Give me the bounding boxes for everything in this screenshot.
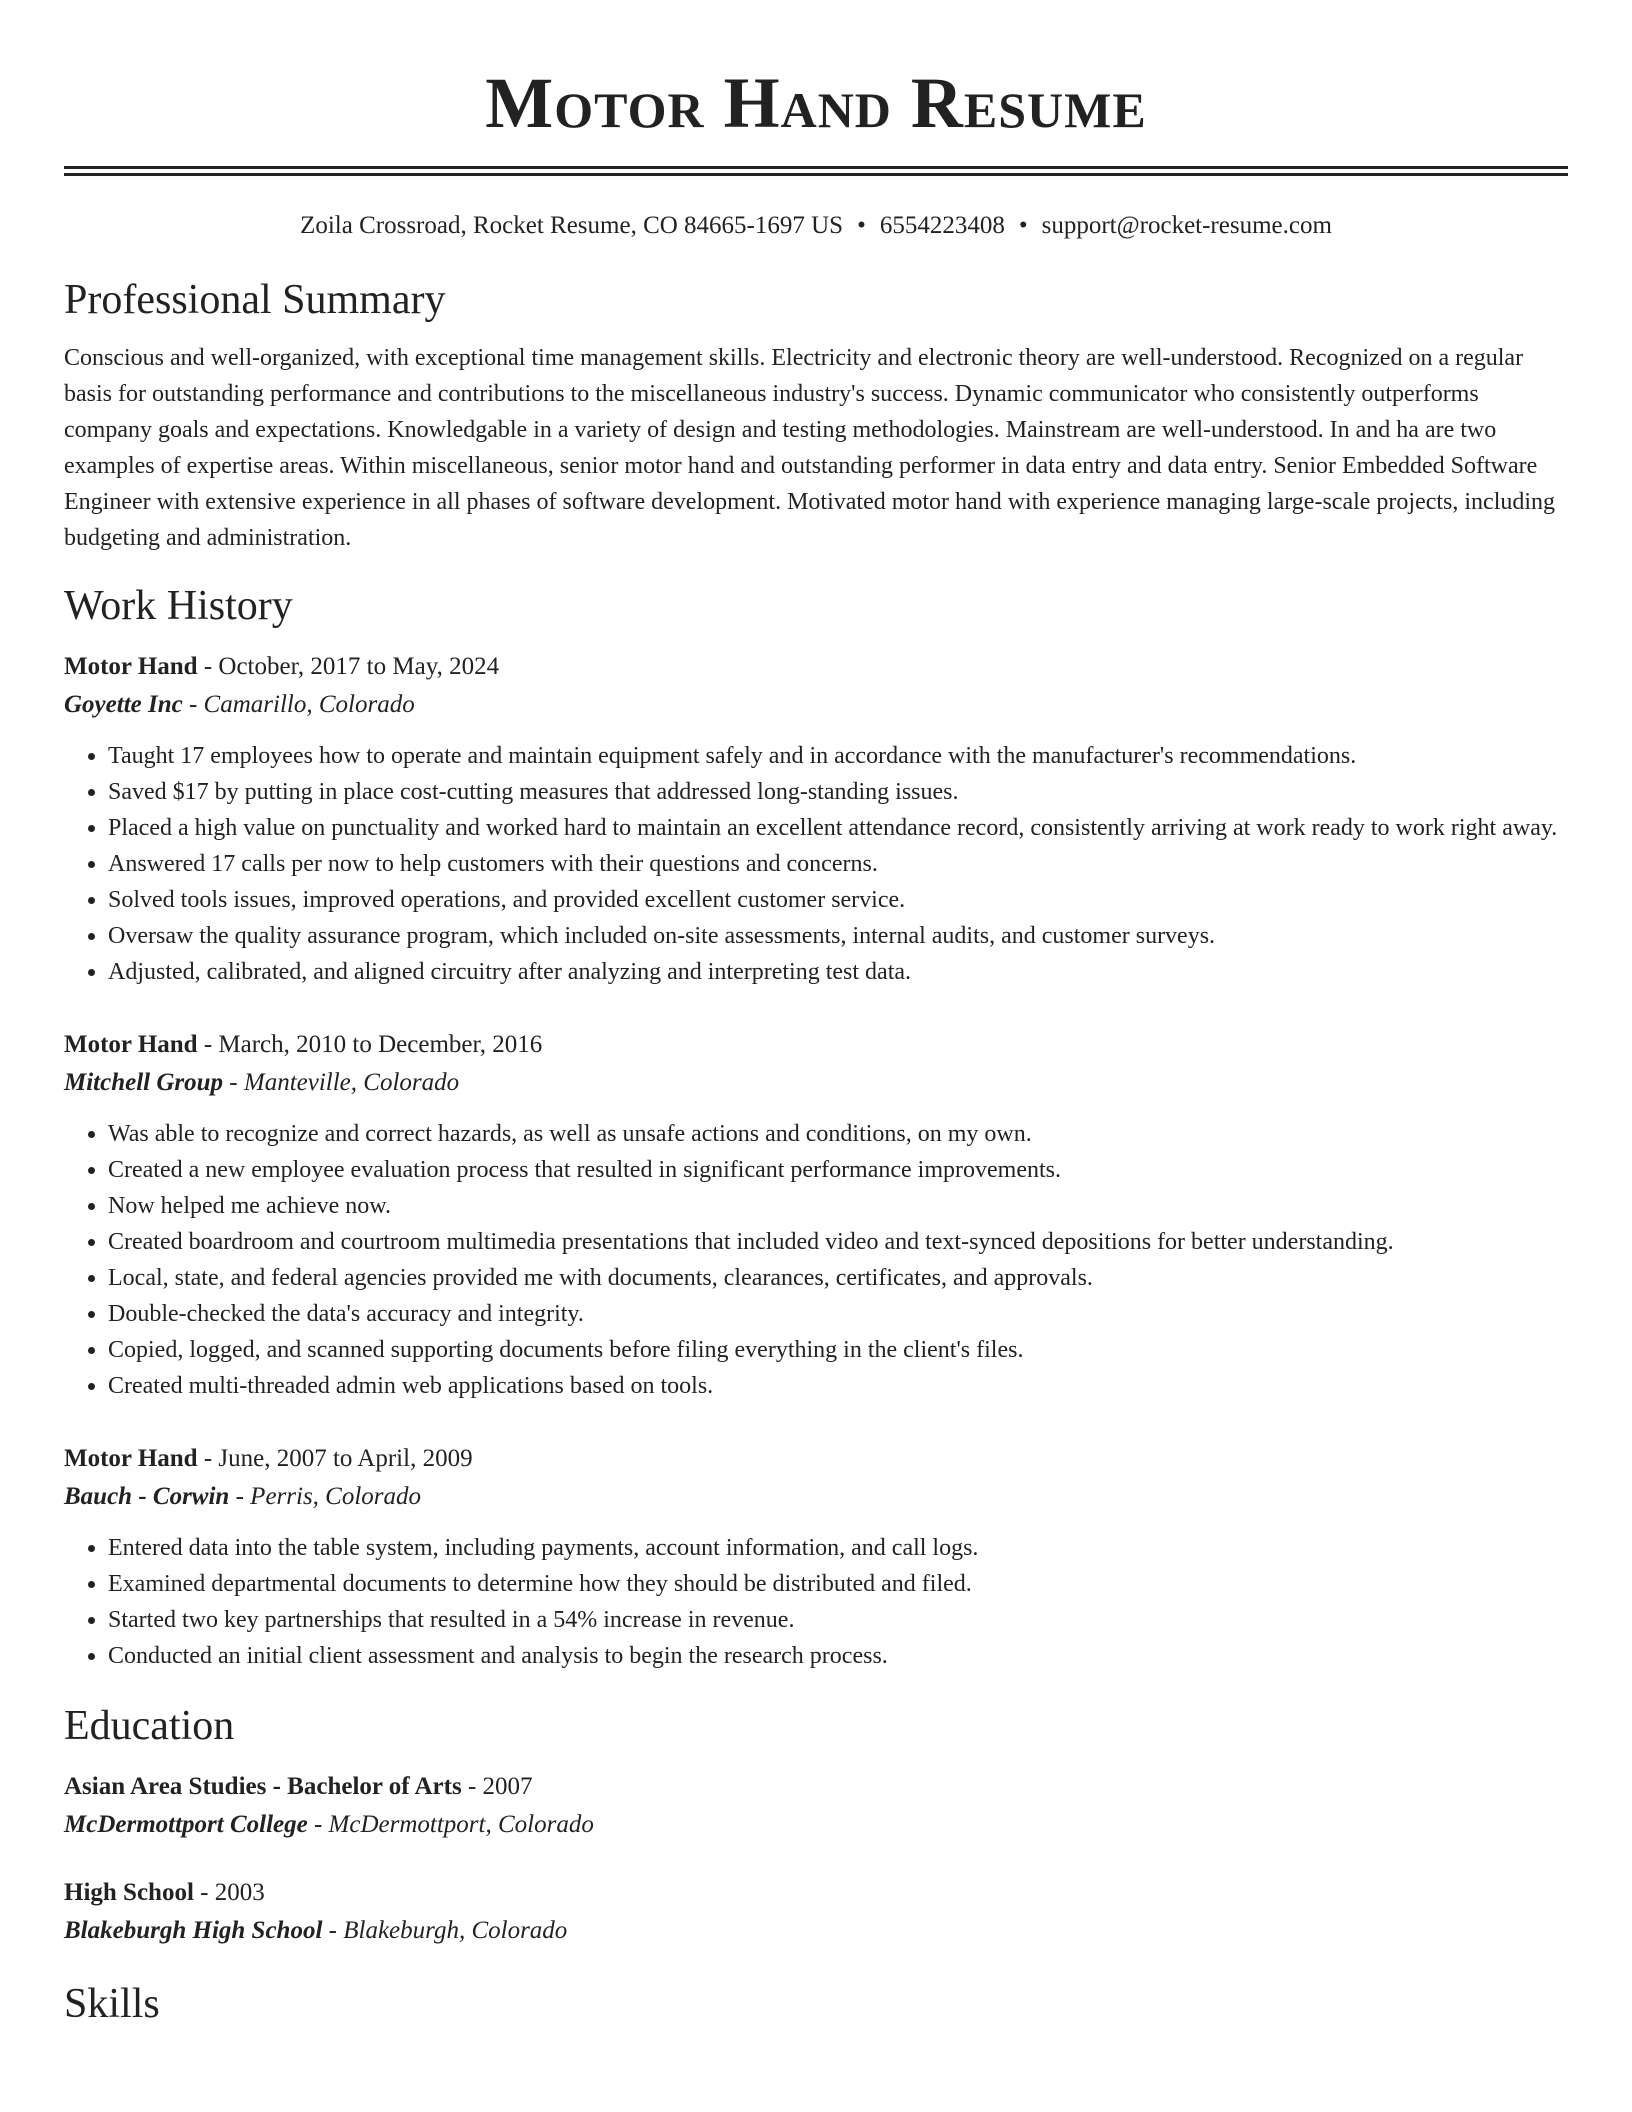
job-company: Goyette Inc <box>64 691 183 718</box>
job-title-line <box>64 1026 1568 1064</box>
contact-separator: • <box>857 212 866 239</box>
school: McDermottport College <box>64 1811 308 1838</box>
job-title: Motor Hand <box>64 1031 198 1058</box>
job-location: - Manteville, Colorado <box>223 1069 460 1096</box>
education-entry <box>64 1874 1568 1950</box>
job-bullet: • Created a new employee evaluation process that resulted in significant performance improvements. <box>108 1152 1568 1188</box>
education-entry <box>64 1768 1568 1844</box>
summary-text: Conscious and well-organized, with exceptional time management skills. Electricity and electronic theory are well-understood. Recognized on a regular basis for outstanding performance and contributions to the miscellaneous industry's success. Dynamic communicator who consistently outperforms company goals and expectations. Knowledgable in a variety of design and testing methodologies. Mainstream are well-understood. In and ha are two examples of expertise areas. Within miscellaneous, senior motor hand and outstanding performer in data entry and data entry. Senior Embedded Software Engineer with extensive experience in all phases of software development. Motivated motor hand with experience managing large-scale projects, including budgeting and administration. <box>64 345 1556 551</box>
job-bullet: • Started two key partnerships that resulted in a 54% increase in revenue. <box>108 1602 1568 1638</box>
job-company: Mitchell Group <box>64 1069 224 1096</box>
job-title-line <box>64 1440 1568 1478</box>
job-bullet: • Taught 17 employees how to operate and maintain equipment safely and in accordance with the manufacturer's recommendations. <box>108 738 1568 774</box>
title-divider <box>64 166 1568 176</box>
job-bullets <box>64 738 1568 990</box>
job-dates: - March, 2010 to December, 2016 <box>197 1031 543 1058</box>
job-bullet: • Created multi-threaded admin web applications based on tools. <box>108 1368 1568 1404</box>
job-location: - Perris, Colorado <box>229 1483 422 1510</box>
job-bullet: • Was able to recognize and correct hazards, as well as unsafe actions and conditions, on my own. <box>108 1116 1568 1152</box>
contact-separator: • <box>1018 212 1028 239</box>
job-dates: - October, 2017 to May, 2024 <box>197 653 500 680</box>
job-bullet: • Answered 17 calls per now to help customers with their questions and concerns. <box>108 846 1568 882</box>
job-bullet: • Adjusted, calibrated, and aligned circuitry after analyzing and interpreting test data. <box>108 954 1568 990</box>
job-title: Motor Hand <box>64 653 198 680</box>
school: Blakeburgh High School <box>64 1917 323 1944</box>
degree-line <box>64 1768 1568 1806</box>
job-bullet: • Saved $17 by putting in place cost-cutting measures that addressed long-standing issues. <box>108 774 1568 810</box>
job-bullet: • Double-checked the data's accuracy and integrity. <box>108 1296 1568 1332</box>
job-bullet: • Created boardroom and courtroom multimedia presentations that included video and text-synced depositions for better understanding. <box>108 1224 1568 1260</box>
school-line <box>64 1912 1568 1950</box>
degree-line <box>64 1874 1568 1912</box>
resume-page <box>64 0 1568 2030</box>
job-company-line <box>64 1478 1568 1516</box>
job-bullet: • Local, state, and federal agencies provided me with documents, clearances, certificates, and approvals. <box>108 1260 1568 1296</box>
job-bullet: • Entered data into the table system, including payments, account information, and call logs. <box>108 1530 1568 1566</box>
degree: Asian Area Studies - Bachelor of Arts <box>64 1773 462 1800</box>
school-line <box>64 1806 1568 1844</box>
school-location: - McDermottport, Colorado <box>307 1811 594 1838</box>
job-entry <box>64 1026 1568 1404</box>
school-location: - Blakeburgh, Colorado <box>322 1917 568 1944</box>
job-entry <box>64 648 1568 990</box>
job-bullet: • Copied, logged, and scanned supporting documents before filing everything in the client's files. <box>108 1332 1568 1368</box>
job-bullet: • Examined departmental documents to determine how they should be distributed and filed. <box>108 1566 1568 1602</box>
job-bullet: • Solved tools issues, improved operations, and provided excellent customer service. <box>108 882 1568 918</box>
job-bullet: • Placed a high value on punctuality and worked hard to maintain an excellent attendance record, consistently arriving at work ready to work right away. <box>108 810 1568 846</box>
summary-heading: Professional Summary <box>64 277 446 323</box>
degree: High School <box>64 1879 194 1906</box>
job-title: Motor Hand <box>64 1445 198 1472</box>
contact-address: Zoila Crossroad, Rocket Resume, CO 84665-1697 US <box>300 212 844 239</box>
contact-phone: 6554223408 <box>879 212 1005 239</box>
contact-email: support@rocket-resume.com <box>1041 212 1332 239</box>
job-company: Bauch - Corwin <box>64 1483 230 1510</box>
contact-line <box>64 210 1568 242</box>
job-bullets <box>64 1116 1568 1404</box>
job-bullet: • Oversaw the quality assurance program, which included on-site assessments, internal audits, and customer surveys. <box>108 918 1568 954</box>
degree-year: - 2003 <box>193 1879 265 1906</box>
job-company-line <box>64 1064 1568 1102</box>
job-bullet: • Conducted an initial client assessment and analysis to begin the research process. <box>108 1638 1568 1674</box>
work-history-heading: Work History <box>64 583 293 629</box>
job-company-line <box>64 686 1568 724</box>
job-entry <box>64 1440 1568 1674</box>
resume-title: Motor Hand Resume <box>485 63 1147 143</box>
job-dates: - June, 2007 to April, 2009 <box>197 1445 473 1472</box>
job-location: - Camarillo, Colorado <box>182 691 415 718</box>
job-bullets <box>64 1530 1568 1674</box>
skills-heading: Skills <box>64 1981 160 2027</box>
degree-year: - 2007 <box>461 1773 533 1800</box>
job-title-line <box>64 648 1568 686</box>
job-bullet: • Now helped me achieve now. <box>108 1188 1568 1224</box>
education-heading: Education <box>64 1703 235 1749</box>
